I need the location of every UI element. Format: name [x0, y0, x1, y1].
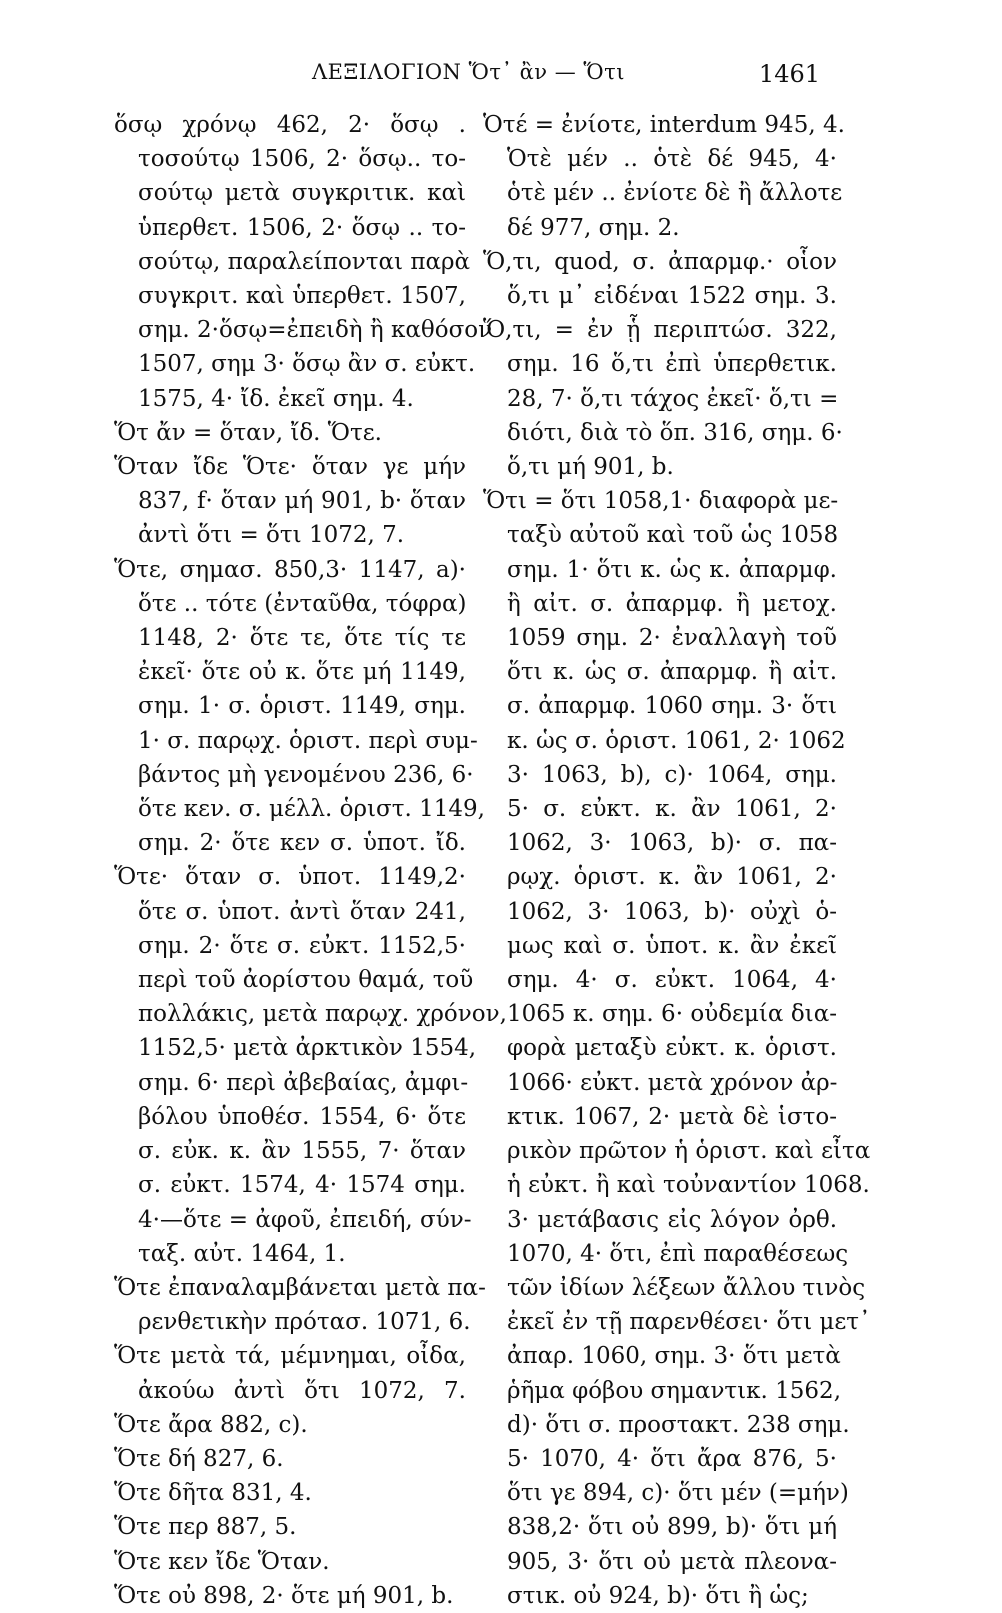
right-column-line: ταξὺ αὐτοῦ καὶ τοῦ ὡς 1058 — [507, 522, 839, 549]
right-column-line: σημ. 4· σ. εὐκτ. 1064, 4· — [507, 967, 837, 994]
left-column-line: σ. εὐκ. κ. ἂν 1555, 7· ὅταν — [138, 1138, 466, 1165]
right-column-line: d)· ὅτι σ. προστακτ. 238 σημ. — [507, 1411, 850, 1438]
right-column-line: 905, 3· ὅτι οὐ μετὰ πλεονα- — [507, 1548, 837, 1575]
left-column-line: βάντος μὴ γενομένου 236, 6· — [138, 761, 474, 788]
right-column-line: Ὁτὲ μέν .. ὁτὲ δέ 945, 4· — [507, 146, 837, 173]
right-column-line: διότι, διὰ τὸ ὅπ. 316, σημ. 6· — [507, 419, 843, 446]
left-column-line: ρενθετικὴν πρότασ. 1071, 6. — [138, 1309, 471, 1336]
left-column-line: ὑπερθετ. 1506, 2· ὅσῳ .. το- — [138, 214, 466, 241]
left-column-line: 1152,5· μετὰ ἀρκτικὸν 1554, — [138, 1035, 477, 1062]
left-column-line: ὅτε .. τότε (ἐνταῦθα, τόφρα) — [138, 590, 467, 617]
left-column-line: Ὅτε δῆτα 831, 4. — [114, 1480, 312, 1507]
right-column-line: 3· 1063, b), c)· 1064, σημ. — [507, 761, 837, 788]
left-column-line: συγκριτ. καὶ ὑπερθετ. 1507, — [138, 283, 466, 310]
right-column-line: μως καὶ σ. ὑποτ. κ. ἂν ἐκεῖ — [507, 932, 837, 959]
right-column-line: ἀπαρ. 1060, σημ. 3· ὅτι μετὰ — [507, 1343, 841, 1370]
right-column-line: 1070, 4· ὅτι, ἐπὶ παραθέσεως — [507, 1240, 849, 1267]
right-column-line: τῶν ἰδίων λέξεων ἄλλου τινὸς — [507, 1274, 866, 1301]
right-column-line: ἢ αἰτ. σ. ἀπαρμφ. ἢ μετοχ. — [507, 590, 837, 617]
left-column — [114, 108, 507, 1613]
left-column-line: σημ. 6· περὶ ἀβεβαίας, ἀμφι- — [138, 1069, 469, 1096]
left-column-line: 1148, 2· ὅτε τε, ὅτε τίς τε — [138, 625, 466, 652]
left-column-line: ὅτε σ. ὑποτ. ἀντὶ ὅταν 241, — [138, 898, 466, 925]
right-column-line: 3· μετάβασις εἰς λόγον ὀρθ. — [507, 1206, 837, 1233]
left-column-line: ἀντὶ ὅτι = ὅτι 1072, 7. — [138, 522, 405, 549]
right-column-line: κτικ. 1067, 2· μετὰ δὲ ἱστο- — [507, 1103, 837, 1130]
right-column-line: δέ 977, σημ. 2. — [507, 214, 680, 241]
left-column-line: 1507, σημ 3· ὅσῳ ἂν σ. εὐκτ. — [138, 351, 476, 378]
left-column-line: πολλάκις, μετὰ παρῳχ. χρόνον, — [138, 1001, 507, 1028]
left-column-line: 1· σ. παρῳχ. ὁριστ. περὶ συμ- — [138, 727, 478, 754]
right-column-line: 1059 σημ. 2· ἐναλλαγὴ τοῦ — [507, 625, 837, 652]
left-column-line: ὅτε κεν. σ. μέλλ. ὁριστ. 1149, — [138, 796, 485, 823]
running-head: ΛΕΞΙΛΟΓΙΟΝ Ὅτ᾽ ἂν — Ὅτι — [312, 60, 626, 84]
left-column-line: Ὅτε περ 887, 5. — [114, 1514, 297, 1541]
right-column-line: ὅτι κ. ὡς σ. ἀπαρμφ. ἢ αἰτ. — [507, 659, 837, 686]
left-column-line: σημ. 2·ὅσῳ=ἐπειδὴ ἢ καθόσον — [138, 317, 493, 344]
right-column-line: ρῳχ. ὁριστ. κ. ἂν 1061, 2· — [507, 864, 837, 891]
right-column-line: 5· 1070, 4· ὅτι ἄρα 876, 5· — [507, 1445, 837, 1472]
left-column-line: ἀκούω ἀντὶ ὅτι 1072, 7. — [138, 1377, 466, 1404]
left-column-line: Ὅτε· ὅταν σ. ὑποτ. 1149,2· — [114, 864, 466, 891]
right-column-line: 1062, 3· 1063, b)· σ. πα- — [507, 830, 837, 857]
left-column-line: σ. εὐκτ. 1574, 4· 1574 σημ. — [138, 1172, 466, 1199]
right-column-line: ὅτι γε 894, c)· ὅτι μέν (=μήν) — [507, 1480, 849, 1507]
left-column-line: ἐκεῖ· ὅτε οὐ κ. ὅτε μή 1149, — [138, 659, 466, 686]
right-column-line: Ὁτέ = ἐνίοτε, interdum 945, 4. — [483, 112, 845, 138]
right-column-line: 838,2· ὅτι οὐ 899, b)· ὅτι μή — [507, 1514, 837, 1541]
page-number: 1461 — [758, 60, 820, 88]
left-column-line: Ὅτε μετὰ τά, μέμνημαι, οἶδα, — [114, 1343, 466, 1370]
right-column-line: Ὅ,τι, quod, σ. ἀπαρμφ.· οἷον — [483, 248, 837, 275]
left-column-line: Ὅτε κεν ἴδε Ὅταν. — [114, 1548, 330, 1575]
left-column-line: τοσούτῳ 1506, 2· ὅσῳ.. το- — [138, 146, 466, 173]
right-column-line: σημ. 1· ὅτι κ. ὡς κ. ἀπαρμφ. — [507, 556, 837, 583]
right-column-line: φορὰ μεταξὺ εὐκτ. κ. ὁριστ. — [507, 1035, 837, 1062]
left-column-line: περὶ τοῦ ἀορίστου θαμά, τοῦ — [138, 967, 474, 994]
left-column-line: σημ. 1· σ. ὁριστ. 1149, σημ. — [138, 693, 466, 720]
left-column-line: Ὅτ ἄν = ὅταν, ἴδ. Ὅτε. — [114, 419, 382, 446]
left-column-line: Ὅτε ἄρα 882, c). — [114, 1411, 308, 1438]
left-column-line: βόλου ὑποθέσ. 1554, 6· ὅτε — [138, 1103, 466, 1130]
right-column-line: στικ. οὐ 924, b)· ὅτι ἢ ὡς; — [507, 1582, 809, 1609]
right-column-line: ὁτὲ μέν .. ἐνίοτε δὲ ἢ ἄλλοτε — [507, 180, 843, 207]
right-column-line: Ὅτι = ὅτι 1058,1· διαφορὰ με- — [483, 488, 839, 515]
right-column-line: 1065 κ. σημ. 6· οὐδεμία δια- — [507, 1001, 837, 1028]
left-column-line: ταξ. αὐτ. 1464, 1. — [138, 1240, 346, 1267]
left-column-line: Ὅτε ἐπαναλαμβάνεται μετὰ πα- — [114, 1274, 486, 1301]
right-column-line: 5· σ. εὐκτ. κ. ἂν 1061, 2· — [507, 796, 837, 823]
left-column-line: σούτῳ, παραλείπονται παρὰ — [138, 248, 471, 275]
left-column-line: Ὅτε δή 827, 6. — [114, 1445, 284, 1472]
left-column-line: 4·—ὅτε = ἀφοῦ, ἐπειδή, σύν- — [138, 1206, 472, 1233]
right-column-line: σημ. 16 ὅ,τι ἐπὶ ὑπερθετικ. — [507, 351, 837, 378]
left-column-line: Ὅτε, σημασ. 850,3· 1147, a)· — [114, 556, 466, 583]
right-column-line: 1062, 3· 1063, b)· οὐχὶ ὁ- — [507, 898, 837, 925]
page-header — [0, 60, 1002, 96]
left-column-line: 1575, 4· ἴδ. ἐκεῖ σημ. 4. — [138, 385, 414, 412]
left-column-line: σημ. 2· ὅτε σ. εὐκτ. 1152,5· — [138, 932, 466, 959]
right-column-line: ρικὸν πρῶτον ἡ ὁριστ. καὶ εἶτα — [507, 1138, 871, 1165]
left-column-line: σημ. 2· ὅτε κεν σ. ὑποτ. ἴδ. — [138, 830, 466, 857]
right-column-line: κ. ὡς σ. ὁριστ. 1061, 2· 1062 — [507, 727, 846, 754]
right-column-line: ὅ,τι μ᾽ εἰδέναι 1522 σημ. 3. — [507, 283, 837, 310]
left-column-line: 837, f· ὅταν μή 901, b· ὅταν — [138, 488, 466, 515]
right-column-line: ὅ,τι μή 901, b. — [507, 454, 674, 481]
right-column — [483, 108, 871, 1613]
right-column-line: σ. ἀπαρμφ. 1060 σημ. 3· ὅτι — [507, 693, 837, 720]
right-column-line: Ὅ,τι, = ἐν ᾗ περιπτώσ. 322, — [483, 317, 837, 344]
right-column-line: 28, 7· ὅ,τι τάχος ἐκεῖ· ὅ,τι = — [507, 385, 839, 412]
left-column-line: Ὅτε οὐ 898, 2· ὅτε μή 901, b. — [114, 1582, 454, 1609]
right-column-line: 1066· εὐκτ. μετὰ χρόνον ἀρ- — [507, 1069, 838, 1096]
right-column-line: ἡ εὐκτ. ἢ καὶ τοὐναντίον 1068. — [507, 1172, 870, 1199]
left-column-line: σούτῳ μετὰ συγκριτικ. καὶ — [138, 180, 466, 207]
left-column-line: Ὅταν ἴδε Ὅτε· ὅταν γε μήν — [114, 454, 466, 481]
right-column-line: ῥῆμα φόβου σημαντικ. 1562, — [507, 1377, 842, 1404]
right-column-line: ἐκεῖ ἐν τῇ παρενθέσει· ὅτι μετ᾽ — [507, 1309, 871, 1336]
left-column-line: ὅσῳ χρόνῳ 462, 2· ὅσῳ . — [114, 112, 466, 138]
